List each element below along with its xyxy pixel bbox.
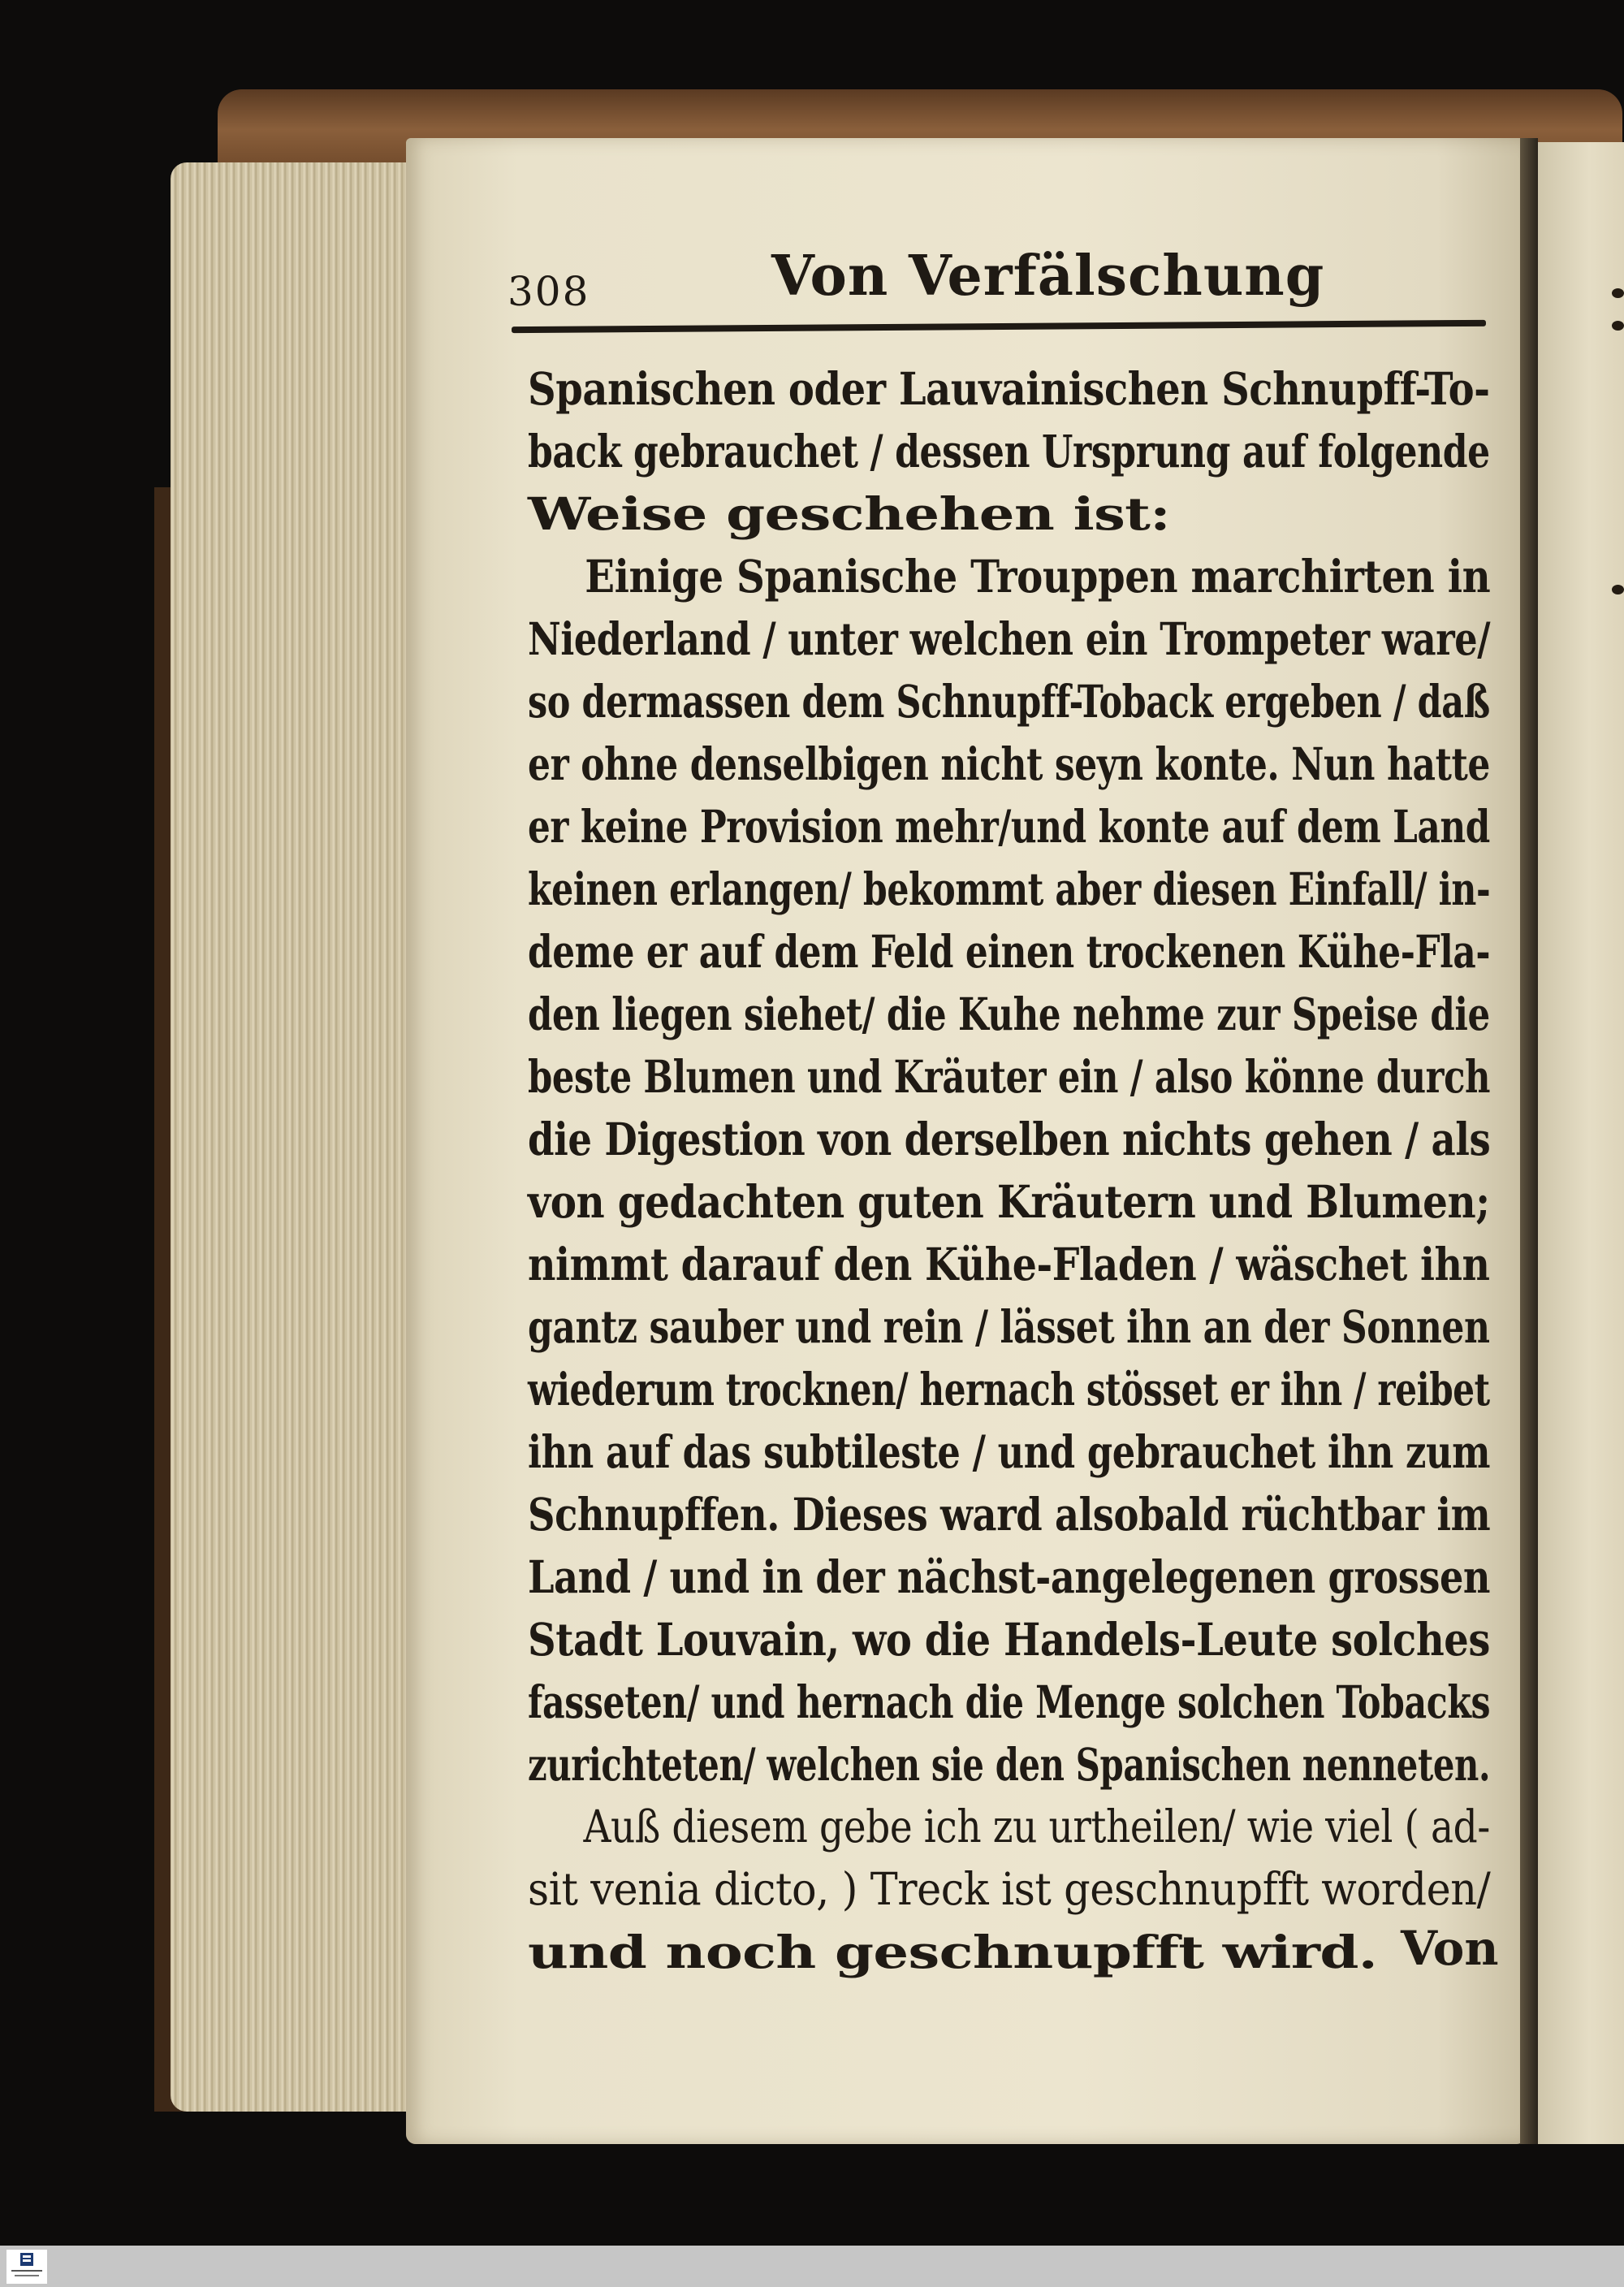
text-line: sit venia dicto, ) Treck ist geschnupfft worden/ [528, 1863, 1491, 1915]
text-line: Niederland / unter welchen ein Trompeter ware/ [528, 612, 1491, 665]
text-line: so dermassen dem Schnupff-Toback ergeben / daß [528, 675, 1490, 728]
facing-page-text-fragment [1612, 321, 1624, 331]
text-line: keinen erlangen/ bekommt aber diesen Einfall/ in- [528, 862, 1491, 915]
text-line: deme er auf dem Feld einen trockenen Kühe-Fla- [528, 925, 1491, 978]
text-line: Einige Spanische Trouppen marchirten in [585, 550, 1491, 603]
text-line: Auß diesem gebe ich zu urtheilen/ wie viel ( ad- [583, 1801, 1490, 1853]
text-line: gantz sauber und rein / lässet ihn an der Sonnen [528, 1300, 1490, 1353]
book-gutter [1520, 138, 1538, 2144]
page-number: 308 [508, 268, 590, 315]
text-line: beste Blumen und Kräuter ein / also könne durch [528, 1050, 1491, 1103]
text-line: Stadt Louvain, wo die Handels-Leute solches [528, 1613, 1490, 1666]
text-line: nimmt darauf den Kühe-Fladen / wäschet ihn [528, 1238, 1490, 1290]
facing-page-text-fragment [1612, 288, 1624, 298]
facing-page [1538, 142, 1624, 2144]
text-line: Weise geschehen ist: [528, 487, 1171, 540]
text-line: er keine Provision mehr/und konte auf dem Land [528, 800, 1490, 853]
text-line: die Digestion von derselben nichts gehen / als [528, 1113, 1491, 1165]
catchword: Von [1401, 1921, 1499, 1976]
text-line: back gebrauchet / dessen Ursprung auf folgende [528, 425, 1490, 478]
text-line: fasseten/ und hernach die Menge solchen Tobacks [528, 1675, 1491, 1728]
text-line: Spanischen oder Lauvainischen Schnupff-To- [528, 362, 1490, 415]
page-title: Von Verfälschung [771, 244, 1325, 309]
text-line: und noch geschnupfft wird. [528, 1926, 1378, 1978]
text-line: zurichteten/ welchen sie den Spanischen nenneten. [528, 1738, 1491, 1791]
facing-page-text-fragment [1612, 585, 1624, 594]
text-line: Schnupffen. Dieses ward alsobald rüchtbar im [528, 1488, 1491, 1541]
page-edges [171, 162, 414, 2112]
library-logo-icon [6, 2250, 47, 2284]
text-line: er ohne denselbigen nicht seyn konte. Nun hatte [528, 737, 1490, 790]
text-line: ihn auf das subtileste / und gebrauchet ihn zum [528, 1425, 1491, 1478]
viewer-bottom-bar [0, 2246, 1624, 2287]
text-line: wiederum trocknen/ hernach stösset er ihn / reibet [528, 1363, 1490, 1416]
running-head [508, 244, 1490, 321]
text-line: den liegen siehet/ die Kuhe nehme zur Speise die [528, 988, 1490, 1040]
body-text [528, 357, 1490, 1983]
text-line: Land / und in der nächst-angelegenen grossen [528, 1550, 1491, 1603]
text-line: von gedachten guten Kräutern und Blumen; [528, 1175, 1490, 1228]
